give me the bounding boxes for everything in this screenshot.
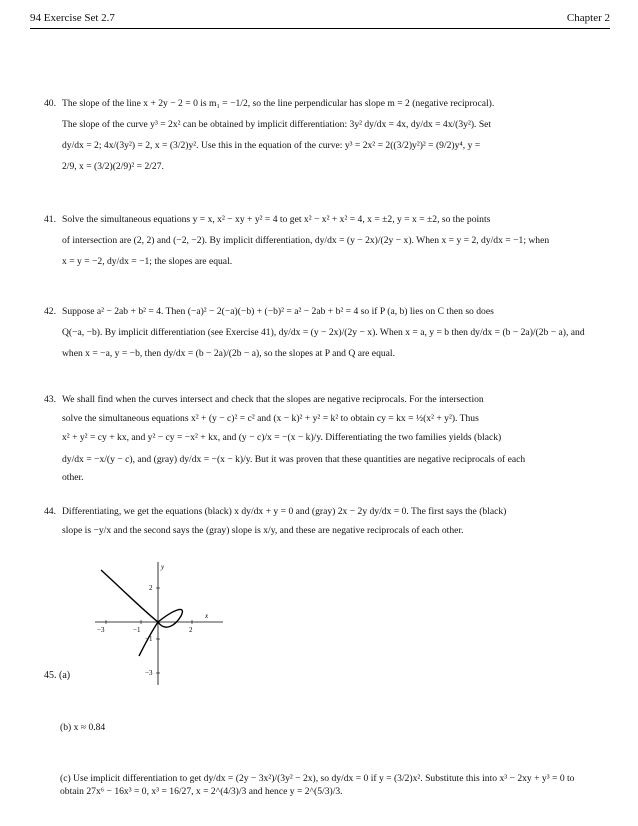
problem-line: The slope of the curve y³ = 2x² can be obtained by implicit differentiation: 3y² dy/dx = 4x, dy/dx = 4x/(3y²). Set <box>62 119 492 130</box>
x-axis-label: x <box>205 612 209 620</box>
header-right <box>567 12 610 24</box>
problem-line: Q(−a, −b). By implicit differentiation (see Exercise 41), dy/dx = (y − 2x)/(2y − x). When x = a, y = b then dy/dx = (b − 2a)/(2b − a), and <box>62 327 585 338</box>
chapter-title: Chapter 2 <box>566 12 610 24</box>
problem-45-label <box>44 670 70 681</box>
problem-number: 40. <box>44 98 56 109</box>
problem-43 <box>44 393 596 488</box>
header-left <box>30 12 115 24</box>
problem-41 <box>44 213 596 273</box>
problem-line: dy/dx = 2; 4x/(3y²) = 2, x = (3/2)y². Use this in the equation of the curve: y³ = 2x² = 2((3/2)y²)² = (9/2)y⁴, y = <box>62 140 481 151</box>
x-tick-label: 2 <box>189 626 193 634</box>
part-a-label: (a) <box>59 670 71 681</box>
x-tick-label: −1 <box>133 626 141 634</box>
y-axis-label: y <box>161 563 165 571</box>
section-title: Exercise Set 2.7 <box>43 12 115 24</box>
y-tick-label: 2 <box>149 584 153 592</box>
header-rule <box>30 28 610 29</box>
y-tick-label: −3 <box>145 669 153 677</box>
y-tick-label: −1 <box>145 635 153 643</box>
problem-40 <box>44 97 596 182</box>
problem-number: 41. <box>44 214 56 225</box>
problem-number: 45. <box>44 670 57 681</box>
problem-number: 42. <box>44 306 56 317</box>
problem-line: x² + y² = cy + kx, and y² − cy = −x² + kx, and (y − c)/x = −(x − k)/y. Differentiating the two families yields (black) <box>62 432 502 443</box>
problem-44 <box>44 505 596 545</box>
folium-graph <box>95 560 225 685</box>
problem-line: dy/dx = −x/(y − c), and (gray) dy/dx = −(x − k)/y. But it was proven that these quantities are negative reciprocals of each <box>62 454 526 465</box>
problem-line: Solve the simultaneous equations y = x, x² − xy + y² = 4 to get x² − x² + x² = 4, x = ±2, y = x = ±2, so the points <box>62 214 491 225</box>
problem-number: 43. <box>44 394 56 405</box>
part-c: (c) Use implicit differentiation to get dy/dx = (2y − 3x²)/(3y² − 2x), so dy/dx = 0 if y = (3/2)x². Substitute this into x³ − 2xy + y³ = 0 to obtain 27x⁶ − 16x³ = 0, x³ = 16/27, x = 2^(4/3)/3 and hence y = 2^(5/3)/3. <box>60 773 575 797</box>
folium-curve <box>101 570 182 656</box>
problem-line: of intersection are (2, 2) and (−2, −2). By implicit differentiation, dy/dx = (y − 2x)/(2y − x). When x = y = 2, dy/dx = −1; when <box>62 235 550 246</box>
problem-line: x = y = −2, dy/dx = −1; the slopes are equal. <box>62 256 233 267</box>
problem-line: We shall find when the curves intersect and check that the slopes are negative reciprocals. For the intersection <box>62 394 484 405</box>
problem-line: solve the simultaneous equations x² + (y − c)² = c² and (x − k)² + y² = k² to obtain cy = kx = ½(x² + y²). Thus <box>62 413 479 424</box>
problem-line: Differentiating, we get the equations (black) x dy/dx + y = 0 and (gray) 2x − 2y dy/dx = 0. The first says the (black) <box>62 506 507 517</box>
problem-line: Suppose a² − 2ab + b² = 4. Then (−a)² − 2(−a)(−b) + (−b)² = a² − 2ab + b² = 4 so if P (a, b) lies on C then so does <box>62 306 494 317</box>
part-b: (b) x ≈ 0.84 <box>60 722 106 733</box>
problem-line: other. <box>62 472 84 483</box>
problem-number: 44. <box>44 506 56 517</box>
x-tick-label: −3 <box>97 626 105 634</box>
problem-line: The slope of the line x + 2y − 2 = 0 is m₁ = −1/2, so the line perpendicular has slope m = 2 (negative reciprocal). <box>62 98 495 109</box>
problem-line: slope is −y/x and the second says the (gray) slope is x/y, and these are negative reciprocals of each other. <box>62 525 464 536</box>
page-number: 94 <box>30 12 41 24</box>
problem-line: 2/9, x = (3/2)(2/9)² = 2/27. <box>62 161 164 172</box>
graph-svg <box>95 560 225 685</box>
problem-line: when x = −a, y = −b, then dy/dx = (b − 2a)/(2b − a), so the slopes at P and Q are equal. <box>62 348 395 359</box>
problem-42 <box>44 305 596 365</box>
